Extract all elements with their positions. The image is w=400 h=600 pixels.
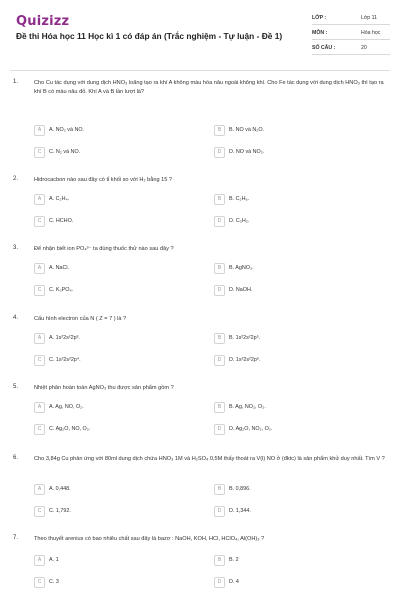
option-text: A. C₂H₄. xyxy=(49,196,70,202)
option-letter-box: B xyxy=(214,333,225,344)
option-letter-box: D xyxy=(214,285,225,296)
meta-subject xyxy=(312,28,390,40)
header-divider xyxy=(10,70,390,71)
option-d[interactable] xyxy=(214,577,372,590)
option-a[interactable] xyxy=(34,194,192,207)
meta-class-key: LỚP : xyxy=(312,15,327,21)
option-d[interactable] xyxy=(214,506,372,519)
option-c[interactable] xyxy=(34,506,192,519)
option-c[interactable] xyxy=(34,577,192,590)
option-letter-box: D xyxy=(214,577,225,588)
option-c[interactable] xyxy=(34,285,192,298)
question-text: Cấu hình electron của N ( Z = 7 ) là ? xyxy=(34,316,127,322)
option-b[interactable] xyxy=(214,555,372,568)
option-text: A. Ag, NO, O₂. xyxy=(49,404,84,410)
option-text: A. NaCl. xyxy=(49,265,70,271)
meta-class xyxy=(312,13,390,25)
option-b[interactable] xyxy=(214,194,372,207)
question-number: 5. xyxy=(13,384,19,390)
option-a[interactable] xyxy=(34,402,192,415)
option-letter-box: B xyxy=(214,402,225,413)
option-text: B. NO và N₂O. xyxy=(229,127,265,133)
option-letter-box: C xyxy=(34,424,45,435)
option-text: A. NO₂ và NO. xyxy=(49,127,85,133)
option-letter-box: D xyxy=(214,355,225,366)
option-text: C. HCHO. xyxy=(49,218,74,224)
question-text: Hidrocacbon nào sau đây có tỉ khối so với H₂ bằng 15 ? xyxy=(34,177,172,183)
option-d[interactable] xyxy=(214,216,372,229)
option-b[interactable] xyxy=(214,125,372,138)
meta-subject-value: Hóa học xyxy=(361,30,381,36)
option-b[interactable] xyxy=(214,484,372,497)
question-number: 1. xyxy=(13,79,19,85)
page-title: Đề thi Hóa học 11 Học kì 1 có đáp án (Trắc nghiệm - Tự luận - Đề 1) xyxy=(16,31,283,41)
option-a[interactable] xyxy=(34,555,192,568)
brand-logo: Quizizz xyxy=(16,14,70,29)
option-letter-box: A xyxy=(34,402,45,413)
question-text: Theo thuyết arenius có bao nhiêu chất sau đây là bazơ : NaOH, KOH, HCl, HClO₄, Al(OH)₃ ? xyxy=(34,536,265,542)
option-text: B. Ag, NO₂, O₂. xyxy=(229,404,266,410)
option-letter-box: A xyxy=(34,263,45,274)
meta-question-count-key: SỐ CÂU : xyxy=(312,45,336,51)
question-text: Nhiệt phân hoàn toàn AgNO₃ thu được sản phẩm gồm ? xyxy=(34,385,174,391)
question-number: 3. xyxy=(13,245,19,251)
option-letter-box: C xyxy=(34,355,45,366)
option-text: B. C₂H₆. xyxy=(229,196,250,202)
option-text: B. 1s²2s²2p⁵. xyxy=(229,335,261,341)
option-a[interactable] xyxy=(34,125,192,138)
question-number: 7. xyxy=(13,535,19,541)
option-letter-box: C xyxy=(34,285,45,296)
option-text: C. 1s²2s²2p⁴. xyxy=(49,357,81,363)
option-text: C. 1,792. xyxy=(49,508,71,514)
question-number: 4. xyxy=(13,315,19,321)
option-a[interactable] xyxy=(34,333,192,346)
question-text: Cho Cu tác dụng với dung dịch HNO₃ loãng tạo ra khí A không màu hóa nâu ngoài không khí. Cho Fe tác dụng với dung dịch HNO₃ thì tạo ra khí B có màu nâu đỏ. Khí A và B lần lượt là? xyxy=(34,80,384,95)
option-letter-box: A xyxy=(34,333,45,344)
option-text: C. N₂ và NO. xyxy=(49,149,81,155)
question-text: Cho 3,84g Cu phản ứng với 80ml dung dịch chứa HNO₃ 1M và H₂SO₄ 0,5M thấy thoát ra V(l) NO ở (đktc) là sản phẩm khử duy nhất. Tìm V ? xyxy=(34,456,385,462)
option-text: B. 0,896. xyxy=(229,486,251,492)
question-number: 6. xyxy=(13,455,19,461)
option-letter-box: D xyxy=(214,216,225,227)
option-letter-box: B xyxy=(214,484,225,495)
option-text: B. AgNO₃. xyxy=(229,265,254,271)
option-letter-box: A xyxy=(34,484,45,495)
option-letter-box: D xyxy=(214,147,225,158)
option-text: D. C₂H₂. xyxy=(229,218,250,224)
meta-class-value: Lớp 11 xyxy=(361,15,377,21)
meta-question-count-value: 20 xyxy=(361,45,367,51)
option-letter-box: D xyxy=(214,424,225,435)
option-text: A. 1s²2s²2p³. xyxy=(49,335,80,341)
option-c[interactable] xyxy=(34,424,192,437)
option-b[interactable] xyxy=(214,333,372,346)
option-a[interactable] xyxy=(34,484,192,497)
option-text: D. 1,344. xyxy=(229,508,251,514)
option-text: C. Ag₂O, NO, O₂. xyxy=(49,426,91,432)
option-letter-box: B xyxy=(214,263,225,274)
option-letter-box: B xyxy=(214,555,225,566)
question-number: 2. xyxy=(13,176,19,182)
option-letter-box: B xyxy=(214,125,225,136)
option-b[interactable] xyxy=(214,402,372,415)
option-d[interactable] xyxy=(214,424,372,437)
option-text: D. NO và NO₂. xyxy=(229,149,265,155)
option-letter-box: B xyxy=(214,194,225,205)
option-text: D. NaOH. xyxy=(229,287,253,293)
option-letter-box: C xyxy=(34,216,45,227)
option-letter-box: C xyxy=(34,147,45,158)
option-c[interactable] xyxy=(34,147,192,160)
meta-subject-key: MÔN : xyxy=(312,30,328,36)
option-text: D. Ag₂O, NO₂, O₂. xyxy=(229,426,273,432)
option-text: B. 2 xyxy=(229,557,239,563)
question-text: Để nhận biết ion PO₄³⁻ ta dùng thuốc thử nào sau đây ? xyxy=(34,246,174,252)
option-text: C. 3 xyxy=(49,579,59,585)
option-d[interactable] xyxy=(214,147,372,160)
meta-question-count xyxy=(312,43,390,55)
option-text: A. 1 xyxy=(49,557,59,563)
option-d[interactable] xyxy=(214,355,372,368)
option-text: D. 4 xyxy=(229,579,239,585)
option-text: D. 1s²2s²2p⁶. xyxy=(229,357,261,363)
option-a[interactable] xyxy=(34,263,192,276)
header xyxy=(0,0,400,70)
option-c[interactable] xyxy=(34,355,192,368)
option-letter-box: C xyxy=(34,577,45,588)
option-text: A. 0,448. xyxy=(49,486,71,492)
option-letter-box: A xyxy=(34,125,45,136)
option-letter-box: A xyxy=(34,555,45,566)
option-b[interactable] xyxy=(214,263,372,276)
option-letter-box: D xyxy=(214,506,225,517)
option-letter-box: C xyxy=(34,506,45,517)
option-c[interactable] xyxy=(34,216,192,229)
option-letter-box: A xyxy=(34,194,45,205)
option-d[interactable] xyxy=(214,285,372,298)
option-text: C. K₃PO₄. xyxy=(49,287,74,293)
